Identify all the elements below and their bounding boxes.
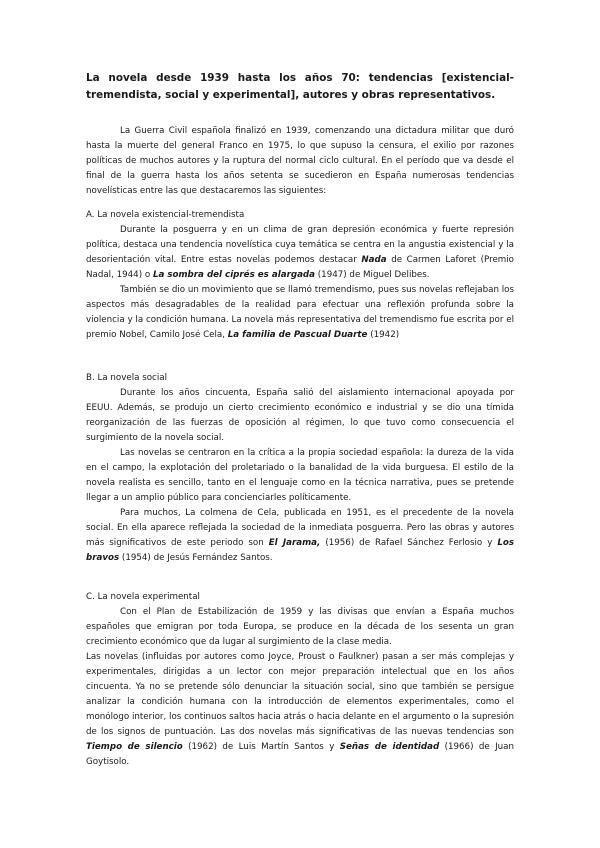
text-span: (1962) de Luis Martín Santos y: [182, 742, 340, 752]
section-b-paragraph-3: [86, 506, 514, 566]
section-c-paragraph-1: Con el Plan de Estabilización de 1959 y las divisas que envían a España muchos españoles que emigran por toda Europa, se produce en la década de los sesenta un gran crecimiento económico que da lugar al surgimiento de la clase media.: [86, 607, 514, 647]
work-title-senas-identidad: Señas de identidad: [339, 742, 440, 752]
text-span: También se dio un movimiento que se llamó tremendismo, pues sus novelas reflejaban los aspectos más desagradables de la realidad para efectuar una reflexión profunda sobre la violencia y la condición humana. La novela más representativa del tremendismo fue escrita por el premio Nobel, Camilo José Cela,: [86, 285, 514, 340]
intro-paragraph: La Guerra Civil española finalizó en 1939, comenzando una dictadura militar que duró hasta la muerte del general Franco en 1975, lo que supuso la censura, el exilio por razones políticas de muchos autores y la ruptura del normal ciclo cultural. En el período que va desde el final de la guerra hasta los años setenta se sucedieron en España numerosas tendencias novelísticas entre las que destacaremos las siguientes:: [86, 126, 514, 196]
text-span: Durante la posguerra y en un clima de gran depresión económica y fuerte represión política, destaca una tendencia novelística cuya temática se centra en la angustia existencial y la desorientación vital. Entre estas novelas podemos destacar: [86, 225, 514, 265]
section-b-paragraph-2: Las novelas se centraron en la crítica a la propia sociedad española: la dureza de la vida en el campo, la explotación del proletariado o la banalidad de la vida burguesa. El estilo de la novela realista es sencillo, tanto en el lenguaje como en la técnica narrativa, pues se pretende llegar a un amplio público para concienciarles políticamente.: [86, 448, 514, 503]
text-span: (1966) de Juan Goytisolo.: [86, 742, 514, 767]
section-b-paragraph-1: Durante los años cincuenta, España salió del aislamiento internacional apoyada por EEUU. Además, se produjo un cierto crecimiento económico e industrial y se dio una tímida reorganización de las fuerzas de oposición al régimen, lo que tuvo como consecuencia el surgimiento de la novela social.: [86, 388, 514, 443]
work-title-pascual-duarte: La familia de Pascual Duarte: [227, 330, 368, 340]
document-page: [86, 70, 514, 770]
section-c-heading: C. La novela experimental: [86, 592, 200, 602]
document-title: La novela desde 1939 hasta los años 70: tendencias [existencial-tremendista, social y experimental], autores y obras representativos.: [86, 72, 514, 101]
work-title-jarama: El Jarama,: [268, 538, 321, 548]
text-span: Las novelas (influidas por autores como Joyce, Proust o Faulkner) pasan a ser más complejas y experimentales, dirigidas a un lector con mejor preparación intelectual que en los años cincuenta. Ya no se pretende sólo denunciar la situación social, sino que también se persigue analizar la condición humana con la introducción de elementos experimentales, como el monólogo interior, los continuos saltos hacia atrás o hacia delante en el argumento o la supresión de los signos de puntuación. Las dos novelas más significativas de las nuevas tendencias son: [86, 652, 514, 737]
section-a-paragraph-2: [86, 283, 514, 343]
text-span: (1954) de Jesús Fernández Santos.: [119, 553, 273, 563]
text-span: (1947) de Miguel Delibes.: [315, 270, 430, 280]
text-span: (1942): [367, 330, 400, 340]
work-title-sombra: La sombra del ciprés es alargada: [152, 270, 316, 280]
section-a-heading: A. La novela existencial-tremendista: [86, 210, 245, 220]
text-span: de Carmen Laforet (Premio Nadal, 1944) o: [86, 255, 514, 280]
work-title-bravos: Los bravos: [86, 538, 514, 563]
section-a-paragraph-1: [86, 223, 514, 283]
section-c-paragraph-2: [86, 650, 514, 770]
text-span: Para muchos, La colmena de Cela, publicada en 1951, es el precedente de la novela social. En ella aparece reflejada la sociedad de la inmediata posguerra. Pero las obras y autores más significativos de este periodo son: [86, 508, 514, 548]
section-b-heading: B. La novela social: [86, 373, 167, 383]
text-span: (1956) de Rafael Sánchez Ferlosio y: [320, 538, 498, 548]
work-title-nada: Nada: [361, 255, 387, 265]
work-title-tiempo-silencio: Tiempo de silencio: [86, 742, 183, 752]
